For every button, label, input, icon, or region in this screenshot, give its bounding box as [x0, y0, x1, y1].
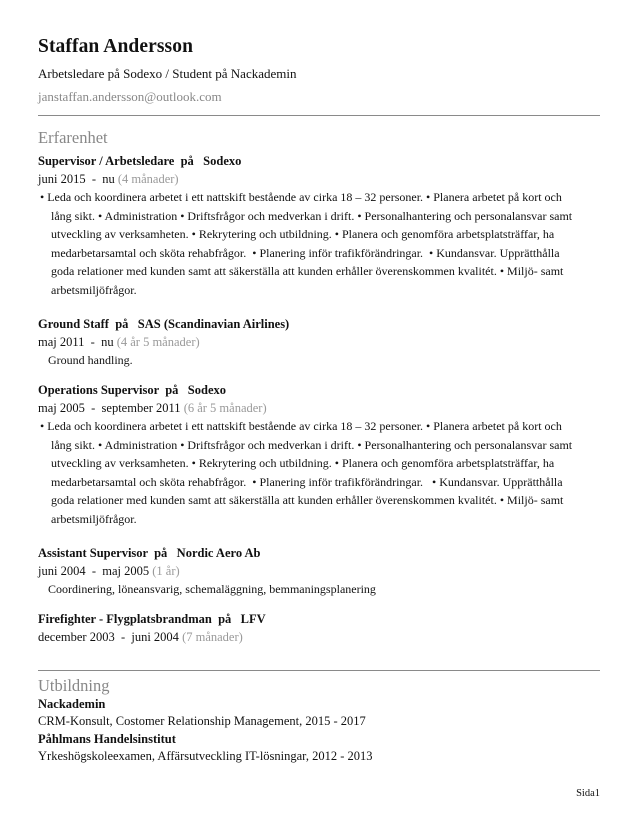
job-title: Assistant Supervisor på Nordic Aero Ab	[38, 546, 261, 560]
job-description-line: • Leda och koordinera arbetet i ett nattskift bestående av cirka 18 – 32 personer. • Planera arbetet på kort och	[40, 419, 562, 433]
job-date-range: juni 2004 - maj 2005	[38, 564, 150, 578]
job-title: Operations Supervisor på Sodexo	[38, 383, 226, 397]
job-description	[38, 188, 600, 299]
job-description: Coordinering, löneansvarig, schemaläggning, bemmaningsplanering	[48, 582, 376, 596]
header-divider	[38, 115, 600, 116]
education-detail: Yrkeshögskoleexamen, Affärsutveckling IT-lösningar, 2012 - 2013	[38, 749, 373, 763]
job-date-range: maj 2011 - nu	[38, 335, 114, 349]
job-description-line: utveckling av verksamheten. • Rekrytering och utbildning. • Planera och genomföra arbetsplatsträffar, ha	[51, 227, 555, 241]
job-date-range: maj 2005 - september 2011	[38, 401, 181, 415]
job-description: Ground handling.	[48, 353, 133, 367]
education-detail: CRM-Konsult, Costomer Relationship Management, 2015 - 2017	[38, 714, 366, 728]
job-dates	[38, 333, 600, 351]
job-title: Supervisor / Arbetsledare på Sodexo	[38, 154, 242, 168]
job-duration: (4 månader)	[117, 172, 179, 186]
education-school: Nackademin	[38, 697, 106, 711]
job-title: Firefighter - Flygplatsbrandman på LFV	[38, 612, 266, 626]
job-description-line: • Leda och koordinera arbetet i ett nattskift bestående av cirka 18 – 32 personer. • Planera arbetet på kort och	[40, 190, 562, 204]
job-dates	[38, 628, 600, 646]
job-entry	[38, 545, 600, 598]
candidate-email[interactable]: janstaffan.andersson@outlook.com	[38, 89, 222, 104]
job-date-range: juni 2015 - nu	[38, 172, 115, 186]
job-duration: (7 månader)	[182, 630, 243, 644]
job-description-line: goda relationer med kunden samt att säkerställa att kunden erhåller överenskommen kvalitét. • Miljö- samt	[51, 493, 564, 507]
job-description-line: utveckling av verksamheten. • Rekrytering och utbildning. • Planera och genomföra arbetsplatsträffar, ha	[51, 456, 555, 470]
job-dates	[38, 562, 600, 580]
job-duration: (4 år 5 månader)	[116, 335, 200, 349]
job-description-line: lång sikt. • Administration • Driftsfrågor och medverkan i drift. • Personalhantering och personalansvar samt	[51, 437, 573, 452]
job-description-line: medarbetarsamtal och sköta rehabfrågor. • Planering inför trafikförändringar. • Kundansvar. Upprätthålla	[51, 245, 560, 260]
education-school: Påhlmans Handelsinstitut	[38, 732, 176, 746]
candidate-tagline: Arbetsledare på Sodexo / Student på Nackademin	[38, 66, 297, 81]
job-description-line: arbetsmiljöfrågor.	[51, 282, 137, 297]
job-dates	[38, 170, 600, 188]
job-duration: (1 år)	[152, 564, 180, 578]
education-entry	[38, 696, 600, 730]
job-entry	[38, 153, 600, 299]
candidate-name: Staffan Andersson	[38, 36, 194, 57]
job-duration: (6 år 5 månader)	[183, 401, 267, 415]
experience-heading: Erfarenhet	[38, 128, 108, 147]
job-entry	[38, 382, 600, 528]
job-description	[38, 417, 600, 528]
education-entry	[38, 731, 600, 765]
job-dates	[38, 399, 600, 417]
job-entry	[38, 316, 600, 369]
job-description-line: arbetsmiljöfrågor.	[51, 511, 137, 526]
education-heading: Utbildning	[38, 676, 110, 695]
job-description-line: medarbetarsamtal och sköta rehabfrågor. • Planering inför trafikförändringar. • Kundansvar. Upprätthålla	[51, 474, 563, 489]
job-description-line: lång sikt. • Administration • Driftsfrågor och medverkan i drift. • Personalhantering och personalansvar samt	[51, 208, 573, 223]
job-title: Ground Staff på SAS (Scandinavian Airlines)	[38, 317, 290, 331]
section-divider	[38, 670, 600, 671]
page-number: Sida1	[576, 788, 600, 799]
job-date-range: december 2003 - juni 2004	[38, 630, 179, 644]
job-entry	[38, 611, 600, 646]
job-description-line: goda relationer med kunden samt att säkerställa att kunden erhåller överenskommen kvalitét. • Miljö- samt	[51, 264, 564, 278]
